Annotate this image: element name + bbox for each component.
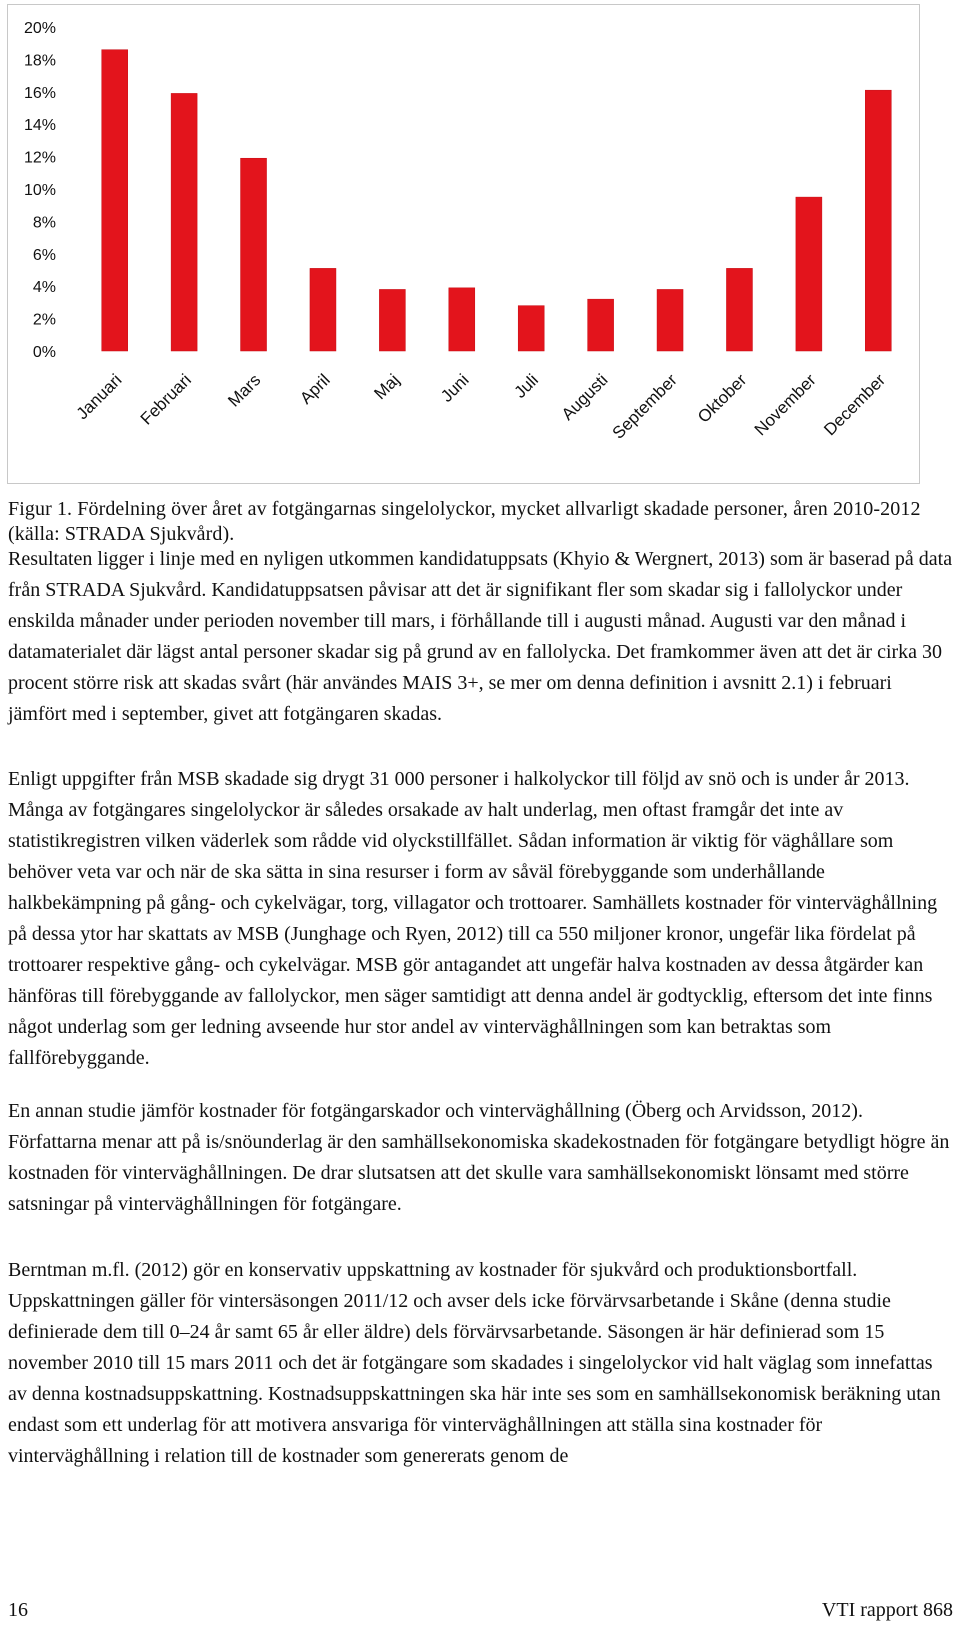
x-tick-label: April (296, 370, 334, 408)
paragraph-3: En annan studie jämför kostnader för fotgängarskador och vinterväghållning (Öberg och Arvidsson, 2012). Författarna menar att på is/snöunderlag är den samhällsekonomiska skadekostnaden för fotgängare betydligt högre än kostnaden för vinterväghållningen. De drar slutsatsen att det skulle vara samhällsekonomiskt lönsamt med större satsningar på vinterväghållningen för fotgängare. (8, 1100, 950, 1215)
report-name: VTI rapport 868 (821, 1599, 953, 1621)
bar-chart (8, 5, 921, 485)
bar-december (865, 90, 891, 351)
y-tick-label: 16% (23, 84, 56, 102)
y-tick-label: 10% (23, 182, 56, 199)
y-tick-label: 14% (23, 117, 56, 135)
chart-frame (7, 4, 920, 484)
x-tick-label: November (750, 370, 820, 440)
bars (102, 50, 892, 351)
bar-januari (102, 50, 128, 351)
bar-augusti (588, 299, 614, 351)
x-tick-label: Oktober (694, 370, 751, 427)
paragraph-2: Enligt uppgifter från MSB skadade sig drygt 31 000 personer i halkolyckor till följd av snö och is under år 2013. Många av fotgängares singelolyckor är således orsakade av halt underlag, men oftast framgår det inte av statistikregistren vilken väderlek som rådde vid olyckstillfället. Sådan information är viktig för väghållare som behöver veta var och när de ska sätta in sina resurser i form av såväl förebyggande som underhållande halkbekämpning på gång- och cykelvägar, torg, villagator och trottoarer. Samhällets kostnader för vinterväghållning på dessa ytor har skattats av MSB (Junghage och Ryen, 2012) till ca 550 miljoner kronor, ungefär lika fördelat på trottoarer respektive gång- och cykelvägar. MSB gör antagandet att ungefär halva kostnaden av dessa åtgärder kan hänföras till förebyggande av fallolyckor, men säger samtidigt att denna andel är godtycklig, eftersom det inte finns något underlag som ger ledning avseende hur stor andel av vinterväghållningen som kan betraktas som fallförebyggande. (8, 768, 938, 1069)
y-tick-label: 4% (32, 279, 56, 297)
y-axis-ticks (24, 20, 56, 361)
bar-maj (379, 289, 405, 351)
x-tick-label: Juni (437, 370, 473, 406)
x-tick-label: Augusti (557, 370, 612, 424)
x-tick-label: Januari (72, 370, 126, 424)
x-tick-label: December (820, 370, 890, 440)
y-tick-label: 12% (23, 149, 56, 167)
y-tick-label: 20% (23, 20, 56, 37)
bar-juni (449, 288, 475, 351)
figure-caption: Figur 1. Fördelning över året av fotgängarnas singelolyckor, mycket allvarligt skadade personer, åren 2010-2012 (källa: STRADA Sjukvård). (8, 498, 921, 545)
bar-september (657, 289, 683, 351)
page-number: 16 (8, 1599, 28, 1621)
x-tick-label: Maj (370, 370, 404, 404)
bar-mars (241, 158, 267, 351)
y-tick-label: 2% (32, 311, 56, 329)
x-tick-label: Juli (510, 370, 543, 402)
y-tick-label: 0% (32, 344, 56, 361)
x-tick-label: Februari (136, 370, 195, 429)
bar-november (796, 197, 822, 351)
bar-juli (518, 306, 544, 351)
x-tick-label: September (608, 370, 681, 443)
bar-oktober (726, 268, 752, 351)
x-tick-label: Mars (224, 370, 265, 411)
bar-april (310, 268, 336, 351)
y-tick-label: 8% (32, 214, 56, 232)
x-axis-labels (73, 370, 890, 442)
y-tick-label: 18% (23, 52, 56, 70)
paragraph-1: Resultaten ligger i linje med en nyligen utkommen kandidatuppsats (Khyio & Wergnert, 2013) som är baserad på data från STRADA Sjukvård. Kandidatuppsatsen påvisar att det är signifikant fler som skadar sig i fallolyckor under enskilda månader under perioden november till mars, i förhållande till i augusti månad. Augusti var den månad i datamaterialet där lägst antal personer skadar sig på grund av en fallolycka. Det framkommer även att det är cirka 30 procent större risk att skadas svårt (här användes MAIS 3+, se mer om denna definition i avsnitt 2.1) i februari jämfört med i september, givet att fotgängaren skadas. (8, 548, 953, 725)
bar-februari (171, 93, 197, 351)
y-tick-label: 6% (32, 246, 56, 264)
paragraph-4: Berntman m.fl. (2012) gör en konservativ uppskattning av kostnader för sjukvård och produktionsbortfall. Uppskattningen gäller för vintersäsongen 2011/12 och avser dels icke förvärvsarbetande i Skåne (denna studie definierade dem till 0–24 år samt 65 år eller äldre) dels förvärvsarbetande. Säsongen är här definierad som 15 november 2010 till 15 mars 2011 och det är fotgängare som skadades i singelolyckor vid halt väglag som innefattas av denna kostnadsuppskattning. Kostnadsuppskattningen ska här inte ses som en samhällsekonomisk beräkning utan endast som ett underlag för att motivera ansvariga för vinterväghållningen att ställa sina kostnader för vinterväghållning i relation till de kostnader som genererats genom de (8, 1259, 941, 1467)
